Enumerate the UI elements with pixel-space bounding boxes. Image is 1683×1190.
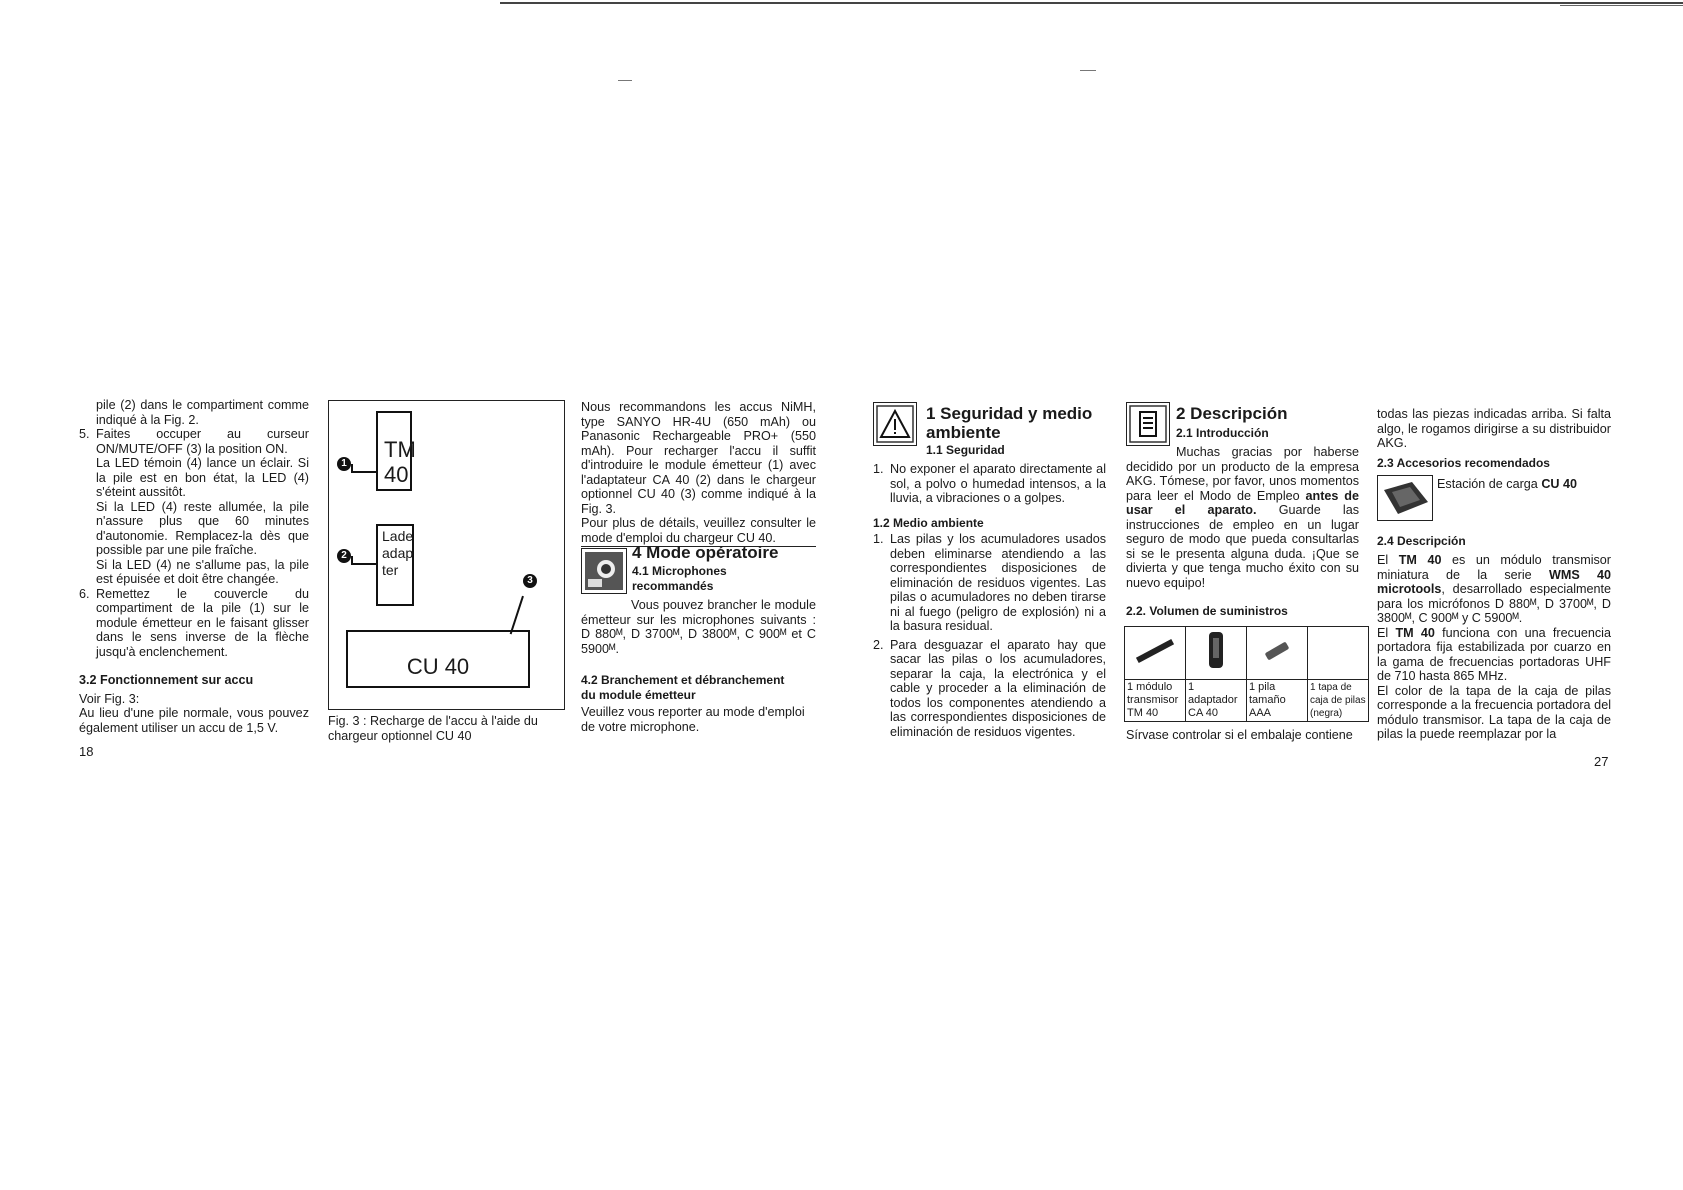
accu-recommendation-text: Nous recommandons les accus NiMH, type SANYO HR-4U (650 mAh) ou Panasonic Rechargeable PRO+ (550 mAh). Pour recharger l'accu il suffit d'introduire le module émetteur (1) avec l'adaptateur CA 40 (2) dans le chargeur optionnel CU 40 (3) comme indiqué à la Fig. 3. xyxy=(581,400,816,516)
marker-1-leader xyxy=(351,464,353,472)
marker-1: 1 xyxy=(337,457,351,471)
list-text: Si la LED (4) ne s'allume pas, la pile est épuisée et doit être changée. xyxy=(96,557,309,586)
desc-text: , desarrollado especialmente para los micrófonos D 880ᴹ, D 3700ᴹ, D 3800ᴹ, C 900ᴹ y C 5900ᴹ. xyxy=(1377,582,1611,625)
description-block xyxy=(1377,553,1611,742)
right-column-1 xyxy=(873,462,1106,739)
left-column-1 xyxy=(79,398,309,735)
battery-image xyxy=(1251,631,1303,671)
page-number-left: 18 xyxy=(79,744,94,759)
accessory-label: Estación de carga xyxy=(1437,477,1542,491)
marker-1-leader xyxy=(351,471,377,473)
description-paragraph-1 xyxy=(1377,553,1611,626)
cu40-box xyxy=(346,630,530,688)
list-text: Faites occuper au curseur ON/MUTE/OFF (3) la position ON. xyxy=(96,427,309,456)
safety-item-1 xyxy=(873,462,1106,506)
supply-pictures-row xyxy=(1125,627,1369,680)
list-item-5 xyxy=(79,427,309,587)
accessory-text xyxy=(1437,477,1577,492)
list-text: Las pilas y los acumuladores usados deben eliminarse atendiendo a las correspondientes disposiciones de eliminación de residuos vigentes. Las pilas o acumuladores no deben tirarse ni al fuego (peligro de explosión) ni a la basura residual. xyxy=(890,532,1106,633)
section-1-title: 1 Seguridad y medio ambiente xyxy=(926,404,1093,442)
desc-bold: WMS 40 microtools xyxy=(1377,567,1611,596)
supply-labels-row xyxy=(1125,680,1369,722)
list-number: 1. xyxy=(873,462,884,476)
list-text: Si la LED (4) reste allumée, la pile n'assure plus que 60 minutes d'autonomie. Remplacez-la dès que possible par une pile fraîche. xyxy=(96,499,309,557)
description-paragraph-3: El color de la tapa de la caja de pilas corresponde a la frecuencia portadora del módulo transmisor. La tapa de la caja de pilas la puede reemplazar por la xyxy=(1377,683,1611,741)
heading-3-2: 3.2 Fonctionnement sur accu xyxy=(79,673,254,687)
desc-text: es un módulo transmisor miniatura de la serie xyxy=(1377,553,1611,582)
heading-1-1: 1.1 Seguridad xyxy=(926,443,1005,457)
microphones-text: Vous pouvez brancher le module émetteur sur les microphones suivants : D 880ᴹ, D 3700ᴹ, D 3800ᴹ, C 900ᴹ et C 5900ᴹ. xyxy=(581,598,816,656)
desc-bold: TM 40 xyxy=(1398,553,1442,567)
supply-picture-cell xyxy=(1125,627,1186,680)
supply-table xyxy=(1124,626,1369,722)
heading-2-2: 2.2. Volumen de suministros xyxy=(1126,604,1288,618)
figure-3-caption: Fig. 3 : Recharge de l'accu à l'aide du chargeur optionnel CU 40 xyxy=(328,714,538,743)
desc-text: funciona con una frecuencia portadora fija estabilizada por cuarzo en la gama de frecuencias portadoras UHF de 710 hasta 865 MHz. xyxy=(1377,625,1611,683)
heading-2-4: 2.4 Descripción xyxy=(1377,534,1466,548)
supply-label-cell: 1 tapa de caja de pilas (negra) xyxy=(1308,680,1369,722)
supply-picture-cell xyxy=(1186,627,1247,680)
list-number: 1. xyxy=(873,532,884,546)
transmitter-image xyxy=(1129,631,1181,671)
section-2-icon-box xyxy=(1126,402,1170,446)
environment-item-1 xyxy=(873,532,1106,634)
list-text: La LED témoin (4) lance un éclair. Si la pile est en bon état, la LED (4) s'éteint aussitôt. xyxy=(96,456,309,499)
adapter-label: Lade adap ter xyxy=(382,528,414,578)
scan-edge-line xyxy=(500,2,1683,4)
marker-2-leader xyxy=(351,556,353,564)
desc-bold: TM 40 xyxy=(1395,625,1435,640)
list-text: Para desguazar el aparato hay que sacar las pilas o los acumuladores, separar la caja, la electrónica y el cable y proceder a la eliminación de todos los componentes atendiendo a las correspondientes disposiciones de eliminación de residuos vigentes. xyxy=(890,637,1106,739)
list-number: 2. xyxy=(873,637,884,652)
introduction-text xyxy=(1126,445,1359,590)
scan-speck xyxy=(1080,70,1096,71)
list-number: 5. xyxy=(79,427,90,441)
adapter-image xyxy=(1190,628,1242,674)
charging-station-picture xyxy=(1377,475,1433,521)
marker-2-leader xyxy=(351,563,377,565)
tm40-label: TM 40 xyxy=(384,437,416,487)
page-number-right: 27 xyxy=(1594,754,1609,769)
list-number: 6. xyxy=(79,586,90,601)
desc-text: El xyxy=(1377,553,1399,567)
scan-edge-line xyxy=(1560,5,1683,6)
battery-intro-text: pile (2) dans le compartiment comme indiqué à la Fig. 2. xyxy=(96,398,309,427)
heading-2-1: 2.1 Introducción xyxy=(1176,426,1269,440)
supply-label-cell: 1 pila tamaño AAA xyxy=(1247,680,1308,722)
warning-icon xyxy=(874,403,916,445)
cu40-label: CU 40 xyxy=(406,654,470,679)
intro-text-b: Guarde las instrucciones de empleo en un lugar seguro de modo que pueda consultarlas si se le presenta alguna duda. ¡Que se divierta y que tenga mucho éxito con su nuevo equipo! xyxy=(1126,503,1359,590)
list-text: Remettez le couvercle du compartiment de la pile (1) sur le module émetteur en le faisant glisser dans le sens inverse de la flèche jusqu'à enclenchement. xyxy=(96,586,309,659)
marker-3: 3 xyxy=(523,574,537,588)
supply-label-cell: 1 adaptador CA 40 xyxy=(1186,680,1247,722)
scan-speck xyxy=(618,80,632,81)
list-text: No exponer el aparato directamente al sol, a polvo o humedad intensos, a la lluvia, a vibraciones o a golpes. xyxy=(890,462,1106,505)
microphone-icon xyxy=(582,549,626,593)
see-figure-text: Voir Fig. 3: xyxy=(79,691,140,706)
charging-station-image xyxy=(1378,476,1432,520)
accu-text: Au lieu d'une pile normale, vous pouvez également utiliser un accu de 1,5 V. xyxy=(79,706,309,735)
intro-text-a: Muchas gracias por haberse decidido por un producto de la empresa AKG. Tómese, por favor, unos momentos para leer el Modo de Empleo xyxy=(1126,445,1359,503)
section-4-title: 4 Mode opératoire xyxy=(632,543,779,562)
missing-parts-text: todas las piezas indicadas arriba. Si falta algo, le rogamos dirigirse a su distribuidor AKG. xyxy=(1377,407,1611,450)
tm40-box xyxy=(376,411,416,491)
section-4-icon-box xyxy=(581,548,627,594)
section-2-title: 2 Descripción xyxy=(1176,404,1288,423)
heading-2-3: 2.3 Accesorios recomendados xyxy=(1377,456,1550,470)
section-1-icon-box xyxy=(873,402,917,446)
supply-picture-cell xyxy=(1247,627,1308,680)
document-icon xyxy=(1127,403,1169,445)
list-item-6 xyxy=(79,587,309,660)
left-column-3 xyxy=(581,400,816,547)
supply-label-cell: 1 módulo transmisor TM 40 xyxy=(1125,680,1186,722)
marker-2: 2 xyxy=(337,549,351,563)
accessory-model: CU 40 xyxy=(1541,477,1578,491)
intro-text-bold: antes de usar el aparato. xyxy=(1126,488,1359,517)
heading-1-2: 1.2 Medio ambiente xyxy=(873,515,984,530)
charger-details-text: Pour plus de détails, veuillez consulter le mode d'emploi du chargeur CU 40. xyxy=(581,516,816,547)
heading-4-1: 4.1 Microphones recommandés xyxy=(632,564,727,593)
environment-item-2 xyxy=(873,638,1106,740)
supply-picture-cell xyxy=(1308,627,1369,680)
desc-text: El xyxy=(1377,625,1396,640)
adapter-box xyxy=(376,524,414,606)
description-paragraph-2 xyxy=(1377,626,1611,684)
check-package-text: Sírvase controlar si el embalaje contiene xyxy=(1126,728,1353,742)
heading-4-2: 4.2 Branchement et débranchement du module émetteur xyxy=(581,673,785,702)
connection-text: Veuillez vous reporter au mode d'emploi de votre microphone. xyxy=(581,705,805,734)
